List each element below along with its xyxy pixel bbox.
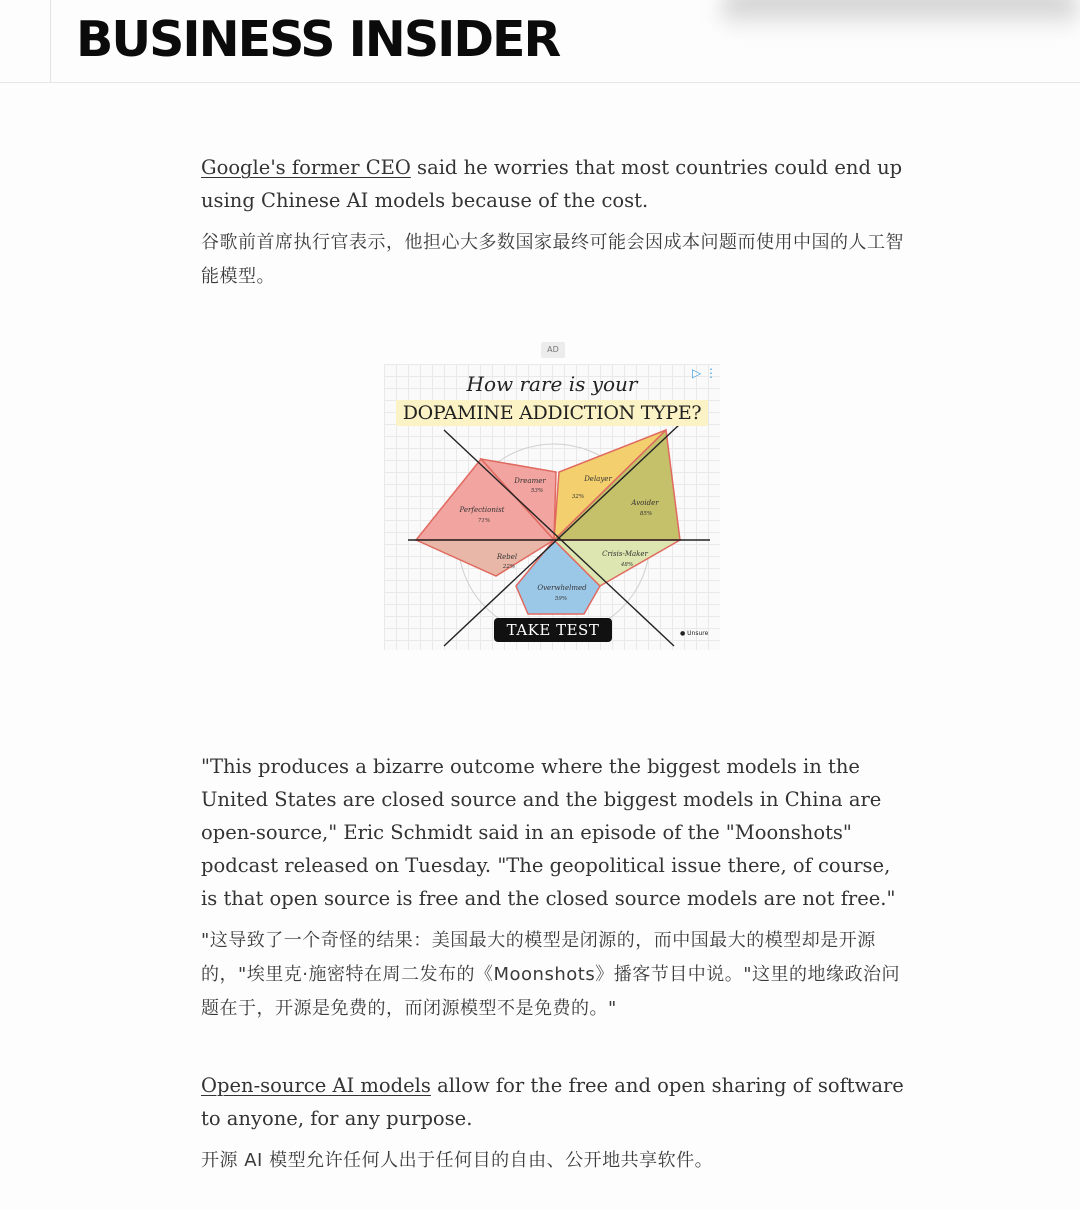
ad-label: AD: [541, 342, 565, 358]
site-header: [0, 0, 1080, 83]
ad-headline-line-1: How rare is your: [466, 372, 638, 396]
label-overwhelmed-pct: 59%: [554, 596, 568, 602]
adchoices-icon[interactable]: ▷ ⋮: [692, 366, 718, 380]
take-test-button[interactable]: TAKE TEST: [494, 618, 612, 642]
open-source-ai-models-link[interactable]: Open-source AI models: [201, 1074, 431, 1097]
business-insider-logo[interactable]: BUSINESS INSIDER: [76, 11, 560, 68]
header-divider: [50, 0, 51, 82]
former-ceo-link[interactable]: Google's former CEO: [201, 156, 411, 179]
label-perfectionist-pct: 71%: [477, 518, 491, 524]
label-delayer: Delayer: [584, 475, 612, 483]
article-paragraph-1: [201, 151, 906, 217]
label-crisis-maker: Crisis-Maker: [602, 550, 648, 558]
header-shadow: [720, 0, 1080, 32]
label-dreamer: Dreamer: [514, 477, 546, 485]
paragraph-3-text: allow for the free and open sharing of software to anyone, for any purpose.: [201, 1074, 904, 1130]
label-rebel: Rebel: [496, 553, 518, 561]
article-paragraph-2: "This produces a bizarre outcome where the biggest models in the United States are closed source and the biggest models in China are open-source," Eric Schmidt said in an episode of the "Moonshots" podcast released on Tuesday. "The geopolitical issue there, of course, is that open source is free and the closed source models are not free.": [201, 755, 896, 910]
label-perfectionist: Perfectionist: [459, 506, 505, 514]
label-overwhelmed: Overwhelmed: [537, 584, 587, 592]
article-paragraph-2-translation: "这导致了一个奇怪的结果：美国最大的模型是闭源的，而中国最大的模型却是开源的，"埃里克·施密特在周二发布的《Moonshots》播客节目中说。"这里的地缘政治问题在于，开源是免费的，而闭源模型不是免费的。": [201, 930, 900, 1019]
ad-brand-logo: ● Unsure: [680, 630, 709, 637]
advertisement[interactable]: [384, 364, 720, 650]
article-paragraph-3: [201, 1069, 906, 1135]
label-avoider-pct: 85%: [639, 511, 653, 517]
label-dreamer-pct: 53%: [530, 488, 544, 494]
label-rebel-pct: 22%: [502, 564, 516, 570]
paragraph-1-text: said he worries that most countries could end up using Chinese AI models because of the cost.: [201, 156, 903, 212]
label-avoider: Avoider: [631, 499, 659, 507]
label-crisis-maker-pct: 48%: [620, 562, 634, 568]
article-paragraph-1-translation: 谷歌前首席执行官表示，他担心大多数国家最终可能会因成本问题而使用中国的人工智能模型。: [201, 232, 904, 287]
ad-headline-line-2: DOPAMINE ADDICTION TYPE?: [396, 400, 708, 426]
label-delayer-pct: 32%: [571, 494, 585, 500]
article-paragraph-3-translation: 开源 AI 模型允许任何人出于任何目的自由、公开地共享软件。: [201, 1150, 714, 1171]
